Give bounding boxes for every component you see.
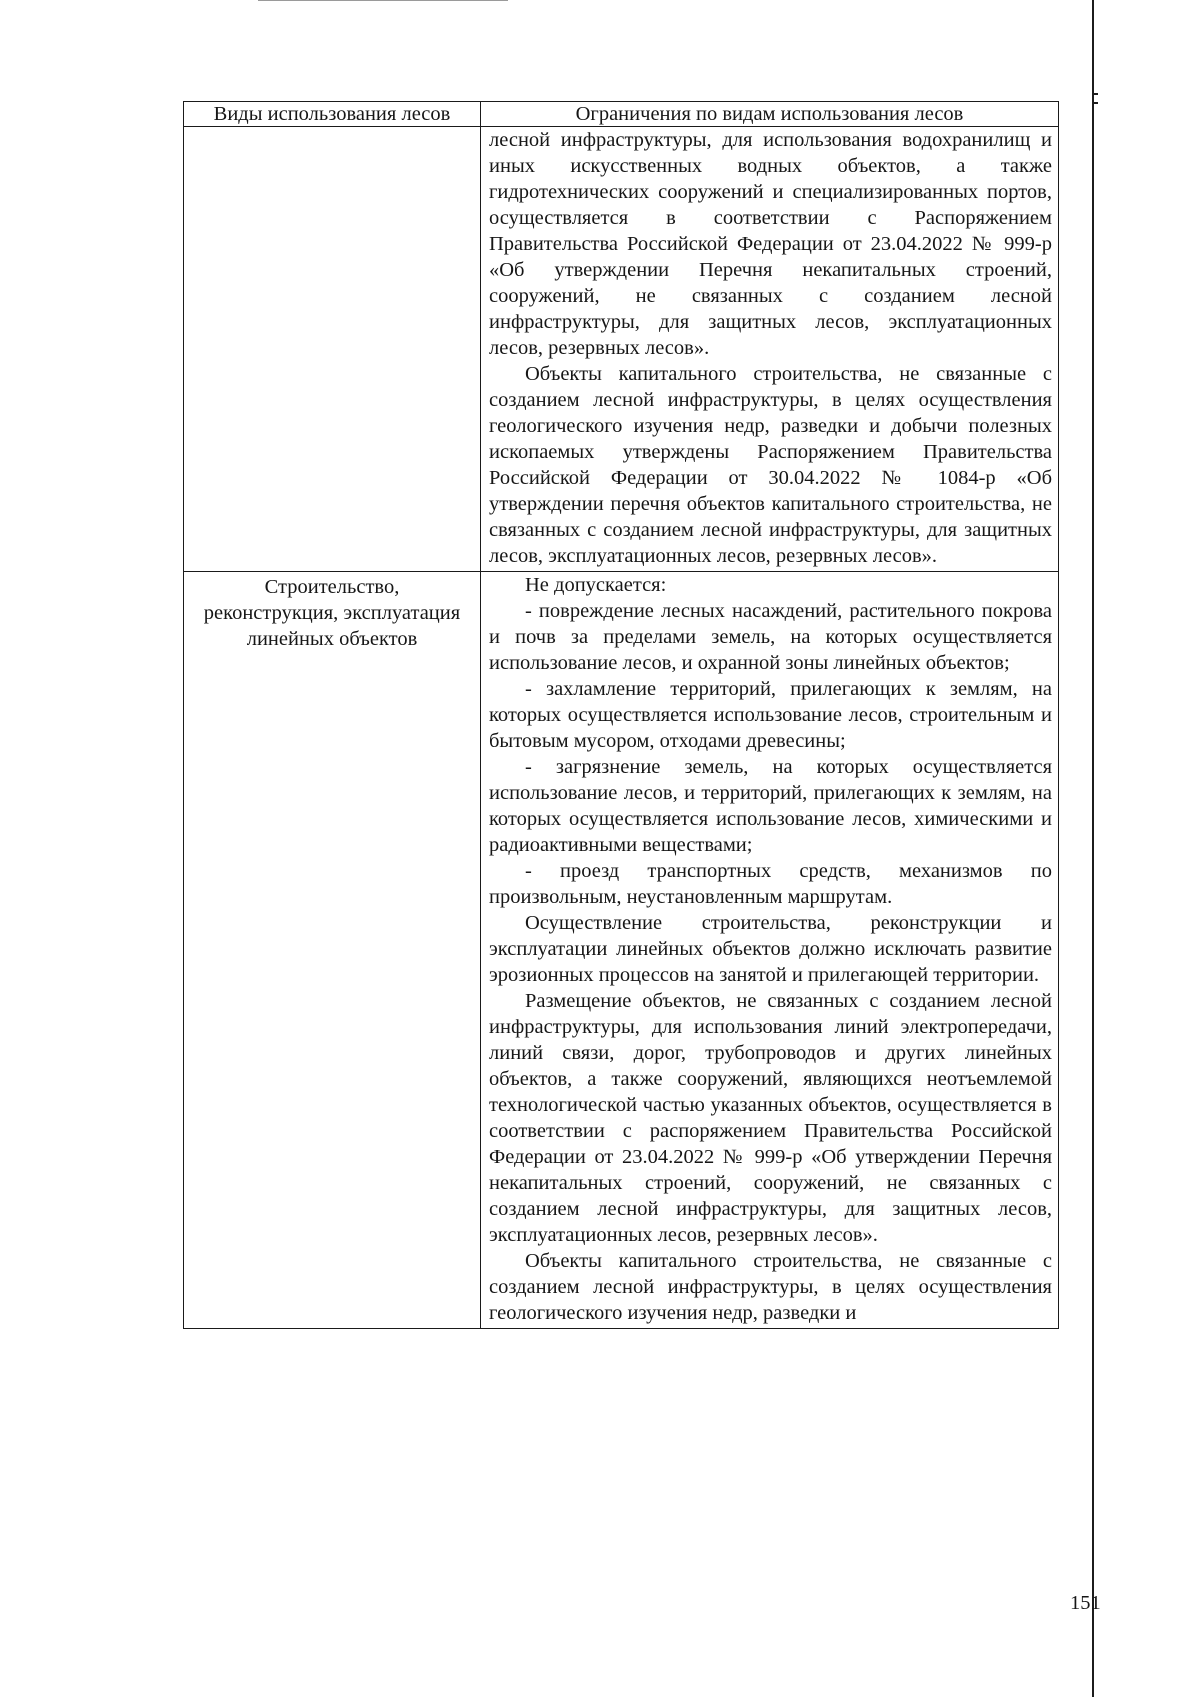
restriction-list-item: - повреждение лесных насаждений, растительного покрова и почв за пределами земель, на которых осуществляется использование лесов, и охранной зоны линейных объектов; [489, 600, 1052, 674]
header-restrictions: Ограничения по видам использования лесов [481, 102, 1059, 127]
table-row [184, 127, 1059, 572]
table-header-row [184, 102, 1059, 127]
restriction-list-item: - проезд транспортных средств, механизмов по произвольным, неустановленным маршрутам. [489, 860, 1052, 908]
restriction-paragraph: Размещение объектов, не связанных с созданием лесной инфраструктуры, для использования линий электропередачи, линий связи, дорог, трубопроводов и других линейных объектов, а также сооружений, являющихся неотъемлемой технологической частью указанных объектов, осуществляется в соответствии с распоряжением Правительства Российской Федерации от 23.04.2022 № 999-р «Об утверждении Перечня некапитальных строений, сооружений, не связанных с созданием лесной инфраструктуры, для защитных лесов, эксплуатационных лесов, резервных лесов». [489, 990, 1052, 1246]
scan-edge-line [258, 0, 508, 1]
scan-tick [1094, 93, 1098, 95]
row-kind-cell [184, 127, 481, 572]
row-restrictions-cell [481, 127, 1059, 572]
restriction-paragraph: Объекты капитального строительства, не связанные с созданием лесной инфраструктуры, в целях осуществления геологического изучения недр, разведки и добычи полезных ископаемых утверждены Распоряжением Правительства Российской Федерации от 30.04.2022 № 1084-р «Об утверждении перечня объектов капитального строительства, не связанных с созданием лесной инфраструктуры, для защитных лесов, эксплуатационных лесов, резервных лесов». [489, 363, 1052, 567]
restriction-list-item: - захламление территорий, прилегающих к землям, на которых осуществляется использование лесов, строительным и бытовым мусором, отходами древесины; [489, 678, 1052, 752]
restriction-list-item: - загрязнение земель, на которых осуществляется использование лесов, и территорий, прилегающих к землям, на которых осуществляется использование лесов, химическими и радиоактивными веществами; [489, 756, 1052, 856]
restriction-paragraph: Осуществление строительства, реконструкции и эксплуатации линейных объектов должно исключать развитие эрозионных процессов на занятой и прилегающей территории. [489, 912, 1052, 986]
restriction-paragraph: Объекты капитального строительства, не связанные с созданием лесной инфраструктуры, в целях осуществления геологического изучения недр, разведки и [489, 1250, 1052, 1324]
table-row [184, 572, 1059, 1329]
row-restrictions-cell [481, 572, 1059, 1329]
forest-use-restrictions-table [183, 101, 1059, 1329]
scan-edge-line [1092, 0, 1094, 1697]
restriction-paragraph: лесной инфраструктуры, для использования водохранилищ и иных искусственных водных объектов, а также гидротехнических сооружений и специализированных портов, осуществляется в соответствии с Распоряжением Правительства Российской Федерации от 23.04.2022 № 999-р «Об утверждении Перечня некапитальных строений, сооружений, не связанных с созданием лесной инфраструктуры, для защитных лесов, эксплуатационных лесов, резервных лесов». [489, 129, 1052, 359]
row-kind-cell: Строительство, реконструкция, эксплуатация линейных объектов [184, 572, 481, 1329]
scan-tick [1094, 102, 1098, 104]
header-forest-use-kinds: Виды использования лесов [184, 102, 481, 127]
page-number: 151 [1070, 1592, 1101, 1614]
restriction-paragraph: Не допускается: [525, 574, 667, 596]
